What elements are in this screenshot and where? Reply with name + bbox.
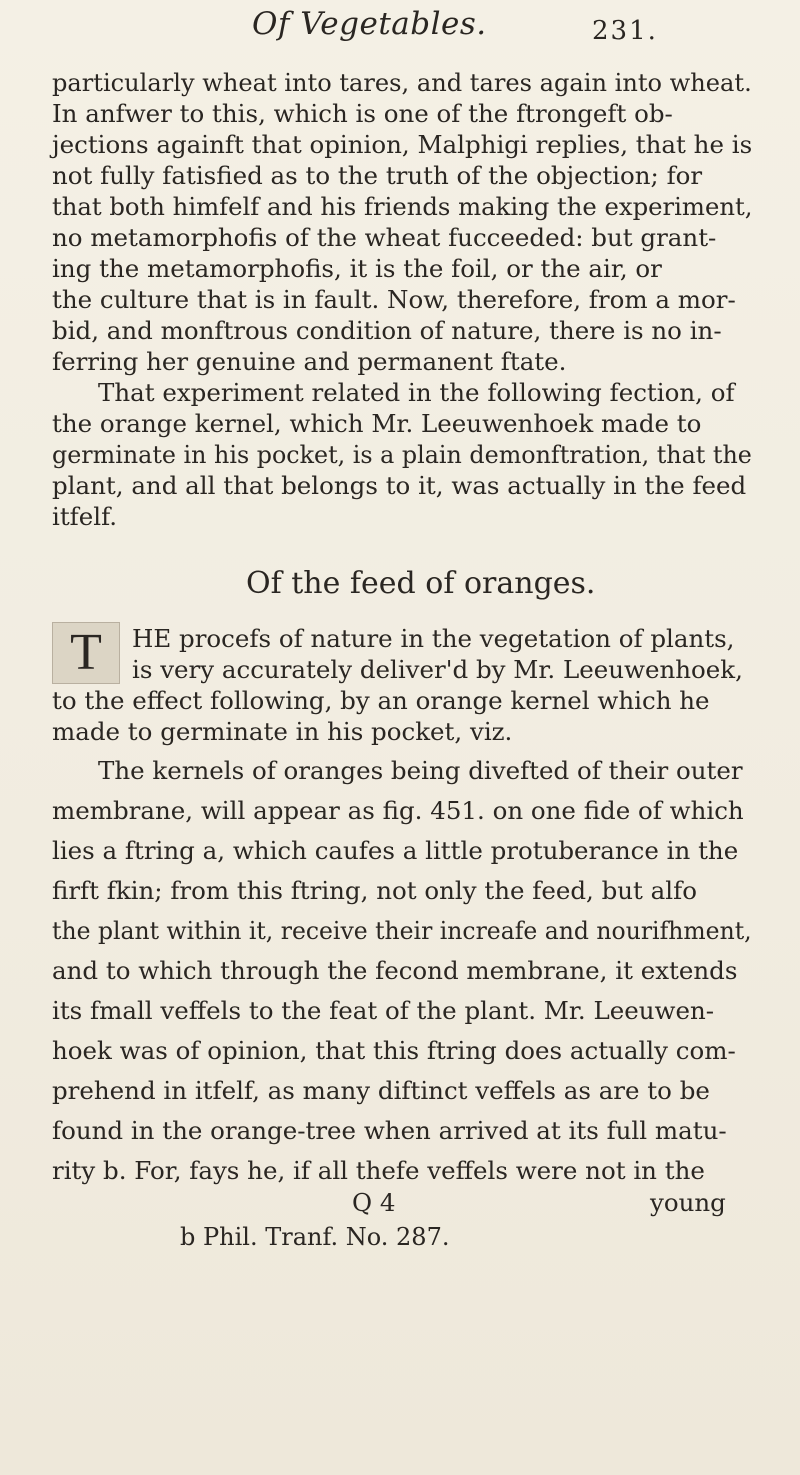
- text-line: that both himfelf and his friends making the experiment,: [52, 192, 753, 221]
- text-line: the orange kernel, which Mr. Leeuwenhoek made to: [52, 409, 702, 438]
- text-line: bid, and monftrous condition of nature, there is no in-: [52, 316, 722, 345]
- text-line: That experiment related in the following fection, of: [98, 378, 735, 407]
- text-line: not fully fatisfied as to the truth of the objection; for: [52, 161, 703, 190]
- section-heading: Of the feed of oranges.: [246, 566, 596, 601]
- text-line: In anfwer to this, which is one of the ftrongeft ob-: [52, 99, 673, 128]
- text-line: ing the metamorphofis, it is the foil, or the air, or: [52, 254, 662, 283]
- text-line: found in the orange-tree when arrived at its full matu-: [52, 1116, 727, 1145]
- text-line: lies a ftring a, which caufes a little protuberance in the: [52, 836, 739, 865]
- text-line: membrane, will appear as fig. 451. on one fide of which: [52, 796, 744, 825]
- text-line: its fmall veffels to the feat of the plant. Mr. Leeuwen-: [52, 996, 715, 1025]
- text-line: plant, and all that belongs to it, was actually in the feed: [52, 471, 747, 500]
- text-line: prehend in itfelf, as many diftinct veffels as are to be: [52, 1076, 710, 1105]
- text-line: no metamorphofis of the wheat fucceeded: but grant-: [52, 223, 717, 252]
- text-line: The kernels of oranges being divefted of their outer: [98, 756, 743, 785]
- text-line: firft fkin; from this ftring, not only the feed, but alfo: [52, 876, 697, 905]
- page-header: [252, 6, 752, 56]
- text-line: made to germinate in his pocket, viz.: [52, 717, 513, 746]
- text-line: to the effect following, by an orange kernel which he: [52, 686, 710, 715]
- text-line: is very accurately deliver'd by Mr. Leeuwenhoek,: [132, 655, 743, 684]
- running-title: Of Vegetables.: [252, 6, 487, 42]
- signature-mark: Q 4: [352, 1188, 396, 1217]
- text-line: the plant within it, receive their increafe and nourifhment,: [52, 916, 752, 945]
- text-line: and to which through the fecond membrane, it extends: [52, 956, 738, 985]
- text-line: the culture that is in fault. Now, therefore, from a mor-: [52, 285, 736, 314]
- text-line: itfelf.: [52, 502, 118, 531]
- text-line: ferring her genuine and permanent ftate.: [52, 347, 567, 376]
- text-line: germinate in his pocket, is a plain demonftration, that the: [52, 440, 752, 469]
- text-line: rity b. For, fays he, if all thefe veffels were not in the: [52, 1156, 705, 1185]
- catchword: young: [650, 1188, 726, 1217]
- text-line: hoek was of opinion, that this ftring does actually com-: [52, 1036, 736, 1065]
- text-line: particularly wheat into tares, and tares again into wheat.: [52, 68, 752, 97]
- drop-cap: T: [52, 622, 120, 684]
- text-line: HE procefs of nature in the vegetation of plants,: [132, 624, 735, 653]
- text-line: jections againft that opinion, Malphigi replies, that he is: [52, 130, 753, 159]
- footnote: b Phil. Tranf. No. 287.: [180, 1223, 450, 1251]
- page-number: 231.: [592, 16, 658, 46]
